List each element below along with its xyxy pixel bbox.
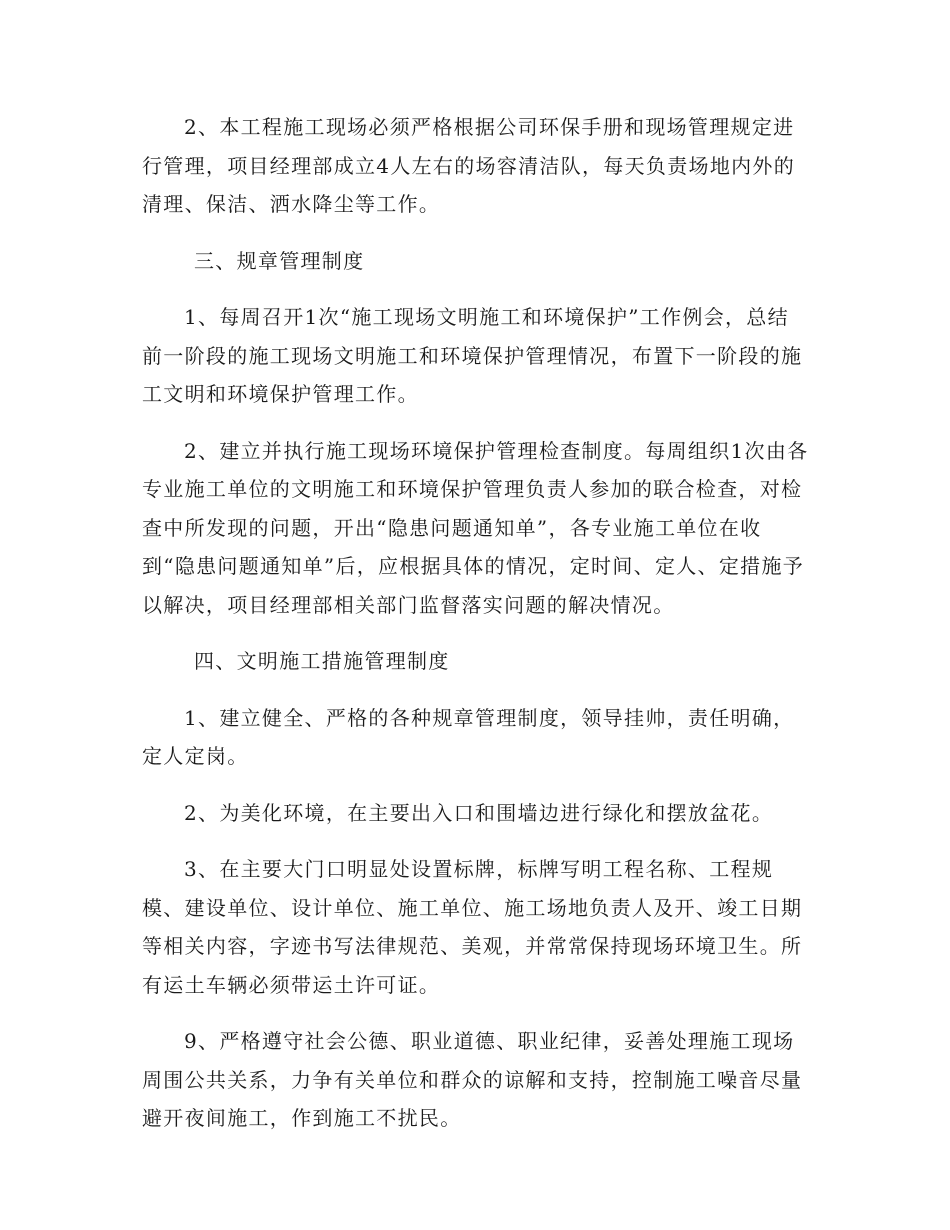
paragraph-rules-responsibility: 1、建立健全、严格的各种规章管理制度，领导挂帅，责任明确，定人定岗。 <box>142 705 795 768</box>
document-body <box>142 108 810 1156</box>
paragraph-inspection-system: 2、建立并执行施工现场环境保护管理检查制度。每周组织1次由各专业施工单位的文明施工和环境保护管理负责人参加的联合检查，对检查中所发现的问题，开出“隐患问题通知单”，各专业施工单位在收到“隐患问题通知单”后，应根据具体的情况，定时间、定人、定措施予以解决，项目经理部相关部门监督落实问题的解决情况。 <box>142 438 809 617</box>
paragraph-cleaning-team: 2、本工程施工现场必须严格根据公司环保手册和现场管理规定进行管理，项目经理部成立4人左右的场容清洁队，每天负责场地内外的清理、保洁、洒水降尘等工作。 <box>142 115 796 216</box>
paragraph-greening: 2、为美化环境，在主要出入口和围墙边进行绿化和摆放盆花。 <box>184 800 774 825</box>
paragraph-social-ethics: 9、严格遵守社会公德、职业道德、职业纪律，妥善处理施工现场周围公共关系，力争有关单位和群众的谅解和支持，控制施工噪音尽量避开夜间施工，作到施工不扰民。 <box>142 1029 803 1130</box>
paragraph-signboard: 3、在主要大门口明显处设置标牌，标牌写明工程名称、工程规模、建设单位、设计单位、施工单位、施工场地负责人及开、竣工日期等相关内容，字迹书写法律规范、美观，并常常保持现场环境卫生。所有运土车辆必须带运土许可证。 <box>142 857 803 997</box>
section-heading-civilized-construction: 四、文明施工措施管理制度 <box>194 649 450 673</box>
paragraph-weekly-meeting: 1、每周召开1次“施工现场文明施工和环境保护”工作例会，总结前一阶段的施工现场文明施工和环境保护管理情况，布置下一阶段的施工文明和环境保护管理工作。 <box>142 305 803 406</box>
section-heading-regulations: 三、规章管理制度 <box>194 248 365 273</box>
